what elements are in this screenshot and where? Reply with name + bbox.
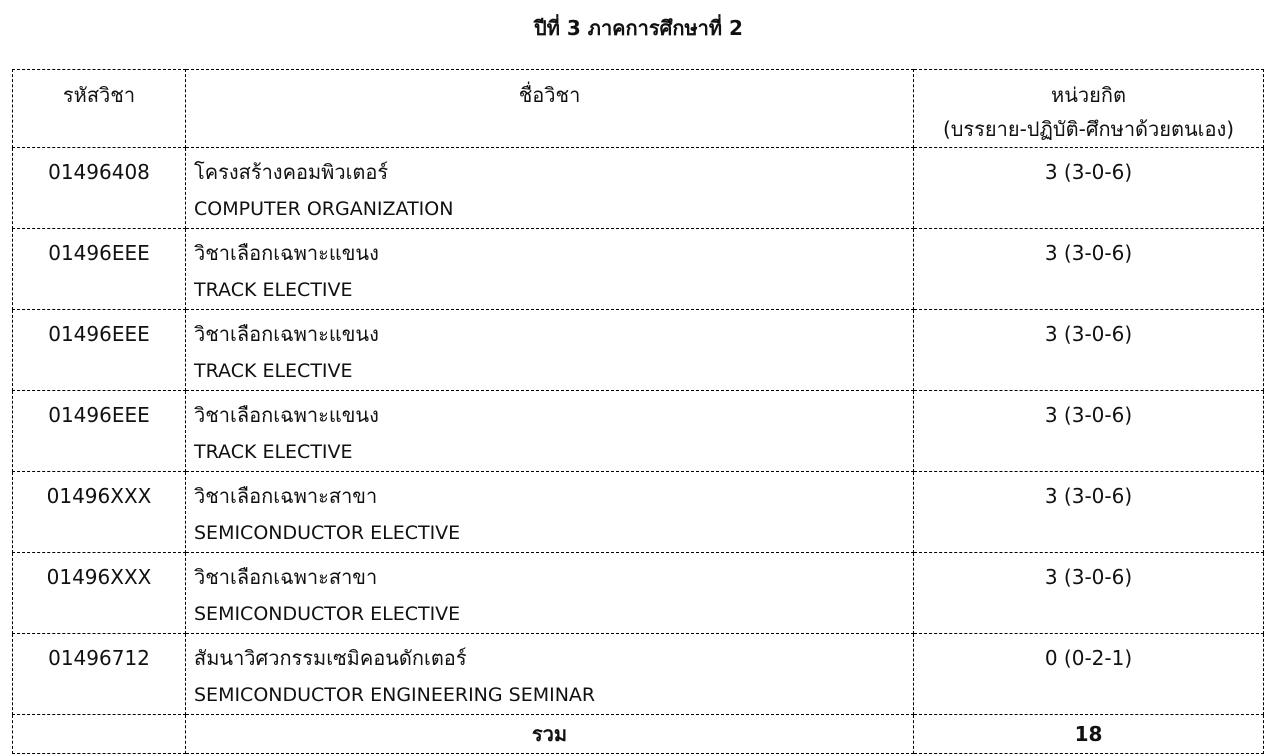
course-name-en: SEMICONDUCTOR ELECTIVE [194,522,461,544]
course-name-th: โครงสร้างคอมพิวเตอร์ [194,160,389,184]
table-header-row [13,70,1264,148]
header-name [186,70,914,148]
course-code: 01496XXX [46,565,152,589]
course-code: 01496EEE [48,241,150,265]
page-title: ปีที่ 3 ภาคการศึกษาที่ 2 [534,16,743,40]
course-name-th: วิชาเลือกเฉพาะสาขา [194,565,378,589]
course-name-th: วิชาเลือกเฉพาะแขนง [194,322,379,346]
header-credit-sublabel: (บรรยาย-ปฏิบัติ-ศึกษาด้วยตนเอง) [942,117,1235,141]
header-credit-label: หน่วยกิต [1051,83,1126,107]
header-name-label: ชื่อวิชา [518,83,581,107]
total-empty-cell [13,715,186,754]
course-name-th: วิชาเลือกเฉพาะแขนง [194,241,379,265]
course-code: 01496EEE [48,403,150,427]
header-code-label: รหัสวิชา [62,83,136,107]
course-name-th: วิชาเลือกเฉพาะแขนง [194,403,379,427]
table-row [13,472,1264,553]
table-row [13,310,1264,391]
course-name-en: SEMICONDUCTOR ENGINEERING SEMINAR [194,684,596,706]
course-name-th: สัมนาวิศวกรรมเซมิคอนดักเตอร์ [194,646,467,670]
course-credit: 3 (3-0-6) [1044,322,1133,346]
course-credit: 3 (3-0-6) [1044,403,1133,427]
total-row [13,715,1264,754]
course-name-en: COMPUTER ORGANIZATION [194,198,454,220]
table-row [13,391,1264,472]
course-code: 01496408 [48,160,150,184]
course-code: 01496EEE [48,322,150,346]
header-code [13,70,186,148]
table-row [13,148,1264,229]
course-name-en: TRACK ELECTIVE [194,360,353,382]
course-credit: 3 (3-0-6) [1044,484,1133,508]
course-name-en: TRACK ELECTIVE [194,279,353,301]
header-credit [914,70,1264,148]
course-credit: 0 (0-2-1) [1044,646,1133,670]
course-credit: 3 (3-0-6) [1044,565,1133,589]
course-credit: 3 (3-0-6) [1044,241,1133,265]
table-row [13,229,1264,310]
course-code: 01496XXX [46,484,152,508]
table-row [13,553,1264,634]
course-name-th: วิชาเลือกเฉพาะสาขา [194,484,378,508]
total-value: 18 [1074,722,1103,746]
course-credit: 3 (3-0-6) [1044,160,1133,184]
course-table [12,69,1264,754]
table-row [13,634,1264,715]
course-name-en: TRACK ELECTIVE [194,441,353,463]
course-code: 01496712 [48,646,150,670]
total-label: รวม [531,722,568,746]
course-name-en: SEMICONDUCTOR ELECTIVE [194,603,461,625]
